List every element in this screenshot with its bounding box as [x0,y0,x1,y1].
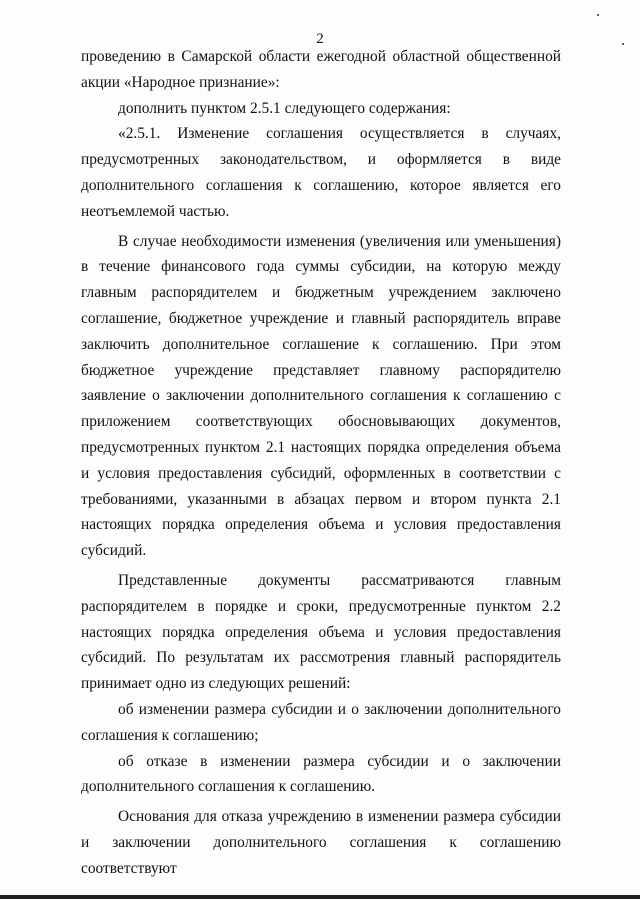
paragraph-subsidy-change: В случае необходимости изменения (увеличения или уменьшения) в течение финансового года суммы субсидии, на которую между главным распорядителем и бюджетным учреждением заключено соглашение, бюджетное учреждение и главный распорядитель вправе заключить дополнительное соглашение к соглашению. При этом бюджетное учреждение представляет главному распорядителю заявление о заключении дополнительного соглашения к соглашению с приложением соответствующих обосновывающих документов, предусмотренных пунктом 2.1 настоящих порядка определения объема и условия предоставления субсидий, оформленных в соответствии с требованиями, указанными в абзацах первом и втором пункта 2.1 настоящих порядка определения объема и условия предоставления субсидий. [81,232,561,560]
paragraph-decision-refuse: об отказе в изменении размера субсидии и о заключении дополнительного соглашения к соглашению. [81,752,561,796]
paragraph-amendment-intro: дополнить пунктом 2.5.1 следующего содержания: [118,99,451,117]
scan-speck [597,14,599,16]
paragraph-decision-approve: об изменении размера субсидии и о заключении дополнительного соглашения к соглашению; [81,700,561,744]
page-number: 2 [316,31,324,47]
paragraph-continuation: проведению в Самарской области ежегодной областной общественной акции «Народное признание»: [81,48,561,91]
scan-bottom-edge [0,895,640,899]
scan-speck [622,43,624,45]
paragraph-review-procedure: Представленные документы рассматриваются главным распорядителем в порядке и сроки, предусмотренные пунктом 2.2 настоящих порядка определения объема и условия предоставления субсидий. По результатам их рассмотрения главный распорядитель принимает одно из следующих решений: [81,571,561,693]
document-body [81,44,561,882]
paragraph-clause-2-5-1: «2.5.1. Изменение соглашения осуществляется в случаях, предусмотренных законодательством, и оформляется в виде дополнительного соглашения к соглашению, которое является его неотъемлемой частью. [81,125,561,220]
paragraph-refusal-grounds: Основания для отказа учреждению в изменении размера субсидии и заключении дополнительного соглашения к соглашению соответствуют [81,808,561,877]
